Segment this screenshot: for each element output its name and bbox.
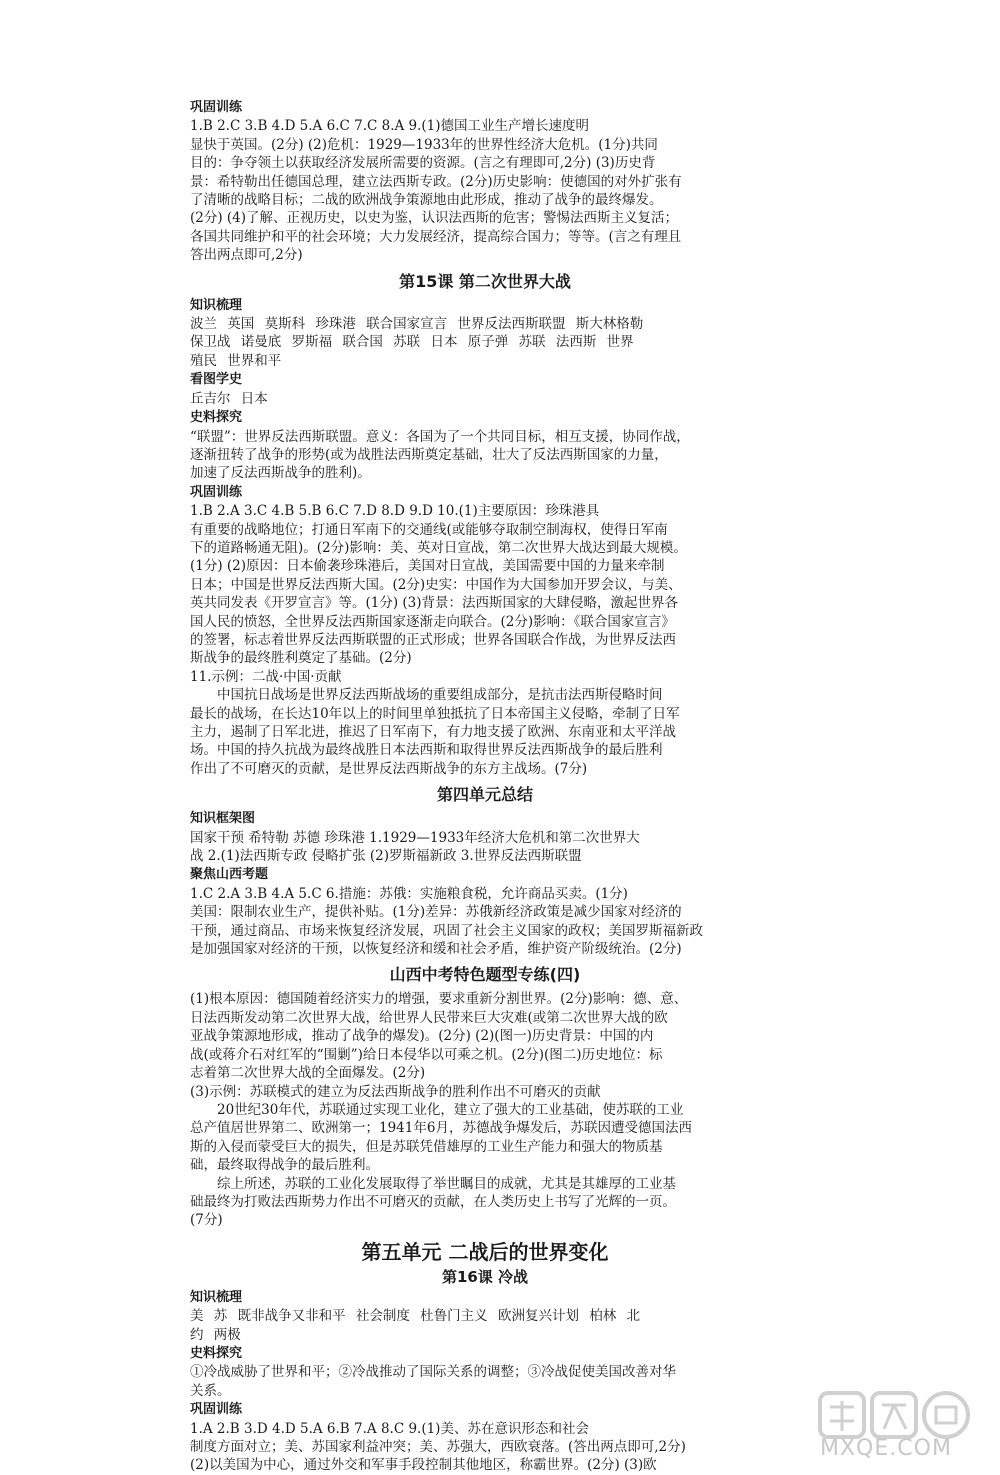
section-heading-shiliao: 史料探究 [190, 1345, 243, 1361]
unit-summary-title: 第四单元总结 [436, 785, 533, 805]
lesson-title: 第15课 第二次世界大战 [399, 271, 571, 291]
text-line: 1.B 2.C 3.B 4.D 5.A 6.C 7.C 8.A 9.(1)德国工业生产增长速度明 [190, 118, 590, 135]
text-line: 战 2.(1)法西斯专政 侵略扩张 (2)罗斯福新政 3.世界反法西斯联盟 [190, 848, 582, 865]
text-line: 是加强国家对经济的干预，以恢复经济和缓和社会矛盾，维护资产阶级统治。(2分) [190, 941, 682, 958]
text-line: (2分) (4)了解、正视历史，以史为鉴，认识法西斯的危害；警惕法西斯主义复活； [190, 210, 679, 227]
text-line: 逐渐扭转了战争的形势(或为战胜法西斯奠定基础，壮大了反法西斯国家的力量， [190, 446, 668, 463]
text-line: 总产值居世界第二、欧洲第一；1941年6月，苏德战争爆发后，苏联因遭受德国法西 [190, 1120, 692, 1137]
text-line: 斯战争的最终胜利奠定了基础。(2分) [190, 650, 412, 667]
text-line: 1.C 2.A 3.B 4.A 5.C 6.措施：苏俄：实施粮食税，允许商品买卖。(1分) [190, 885, 628, 902]
text-line: 最长的战场，在长达10年以上的时间里单独抵抗了日本帝国主义侵略，牵制了日军 [190, 705, 680, 722]
text-line: 下的道路畅通无阻)。(2分)影响：美、英对日宣战，第二次世界大战达到最大规模。 [190, 539, 687, 556]
section-heading-shiliao: 史料探究 [190, 410, 243, 426]
text-line: 的签署，标志着世界反法西斯联盟的正式形成；世界各国联合作战，为世界反法西 [190, 631, 676, 648]
gonggu-answers [190, 117, 780, 264]
text-line: 制度方面对立；美、苏国家利益冲突；美、苏强大，西欧衰落。(答出两点即可,2分) [190, 1439, 686, 1455]
text-line: 保卫战 诺曼底 罗斯福 联合国 苏联 日本 原子弹 苏联 法西斯 世界 [190, 334, 634, 351]
text-line: 主力，遏制了日军北进，推迟了日军南下，有力地支援了欧洲、东南亚和太平洋战 [190, 724, 676, 740]
text-line: 关系。 [190, 1382, 231, 1399]
section-heading-gonggu: 巩固训练 [190, 100, 243, 115]
text-line: 础最终为打败法西斯势力作出不可磨灭的贡献，在人类历史上书写了光辉的一页。 [190, 1193, 676, 1210]
text-line: ①冷战威胁了世界和平；②冷战推动了国际关系的调整；③冷战促使美国改善对华 [190, 1364, 676, 1381]
text-line: 综上所述，苏联的工业化发展取得了举世瞩目的成就，尤其是其雄厚的工业基 [217, 1175, 676, 1192]
text-line: 1.B 2.A 3.C 4.B 5.B 6.C 7.D 8.D 9.D 10.(1)主要原因：珍珠港具 [190, 503, 600, 520]
special-practice-title: 山西中考特色题型专练(四) [389, 965, 581, 985]
text-line: 作出了不可磨灭的贡献，是世界反法西斯战争的东方主战场。(7分) [190, 760, 588, 777]
section-heading-gonggu: 巩固训练 [190, 484, 243, 500]
section-heading-gonggu: 巩固训练 [190, 1402, 243, 1418]
text-line: 景：希特勒出任德国总理，建立法西斯专政。(2分)历史影响：使德国的对外扩张有 [190, 173, 682, 190]
text-line: 有重要的战略地位；打通日军南下的交通线(或能够夺取制空制海权，使得日军南 [190, 521, 668, 538]
text-line: (7分) [190, 1212, 223, 1229]
unit-title: 第五单元 二战后的世界变化 [361, 1239, 609, 1264]
lesson-title: 第16课 冷战 [441, 1267, 529, 1286]
text-line: 目的：争夺领土以获取经济发展所需要的资源。(言之有理即可,2分) (3)历史背 [190, 155, 656, 172]
text-line: (3)示例：苏联模式的建立为反法西斯战争的胜利作出不可磨灭的贡献 [190, 1083, 601, 1100]
section-heading-kantu: 看图学史 [190, 372, 243, 388]
text-line: 约 两极 [190, 1326, 241, 1343]
text-line: (1)根本原因：德国随着经济实力的增强，要求重新分割世界。(2分)影响：德、意、 [190, 991, 688, 1008]
text-line: 美国：限制农业生产，提供补贴。(1分)差异：苏俄新经济政策是减少国家对经济的 [190, 904, 682, 921]
text-line: (2)以美国为中心，通过外交和军事手段控制其他地区，称霸世界。(2分) (3)欧 [190, 1457, 657, 1474]
text-line: 英共同发表《开罗宣言》等。(1分) (3)背景：法西斯国家的大肆侵略，激起世界各 [190, 595, 679, 612]
text-line: 中国抗日战场是世界反法西斯战场的重要组成部分，是抗击法西斯侵略时间 [217, 687, 663, 704]
watermark-logo [800, 1385, 990, 1465]
text-line: 了清晰的战略目标；二战的欧洲战争策源地由此形成，推动了战争的最终爆发。 [190, 192, 663, 209]
text-line: 础，最终取得战争的最后胜利。 [190, 1157, 379, 1174]
text-line: “联盟”：世界反法西斯联盟。意义：各国为了一个共同目标，相互支援，协同作战， [190, 428, 690, 445]
text-line: (1分) (2)原因：日本偷袭珍珠港后，美国对日宣战，美国需要中国的力量来牵制 [190, 558, 665, 575]
text-line: 波兰 英国 莫斯科 珍珠港 联合国家宣言 世界反法西斯联盟 斯大林格勒 [190, 316, 644, 333]
answer-page [190, 98, 780, 1475]
text-line: 丘吉尔 日本 [190, 390, 268, 407]
section-heading-zhishi: 知识梳理 [190, 1289, 243, 1305]
text-line: 日本；中国是世界反法西斯大国。(2分)史实：中国作为大国参加开罗会议，与美、 [190, 576, 682, 593]
text-line: 斯的入侵而蒙受巨大的损失，但是苏联凭借雄厚的工业生产能力和强大的物质基 [190, 1138, 663, 1155]
text-line: 1.A 2.B 3.D 4.D 5.A 6.B 7.A 8.C 9.(1)美、苏在意识形态和社会 [190, 1420, 589, 1437]
watermark-text: MXQE.COM [820, 1436, 952, 1461]
text-line: 美 苏 既非战争又非和平 社会制度 杜鲁门主义 欧洲复兴计划 柏林 北 [190, 1308, 641, 1325]
text-line: 志着第二次世界大战的全面爆发。(2分) [190, 1065, 426, 1082]
question-11-label: 11.示例：二战·中国·贡献 [190, 668, 342, 685]
text-line: 国人民的愤怒，全世界反法西斯国家逐渐走向联合。(2分)影响：《联合国家宣言》 [190, 613, 675, 630]
text-line: 显快于英国。(2分) (2)危机：1929—1933年的世界性经济大危机。(1分)共同 [190, 136, 658, 153]
section-heading-zhishi: 知识梳理 [190, 297, 243, 313]
section-heading-jujiao: 聚焦山西考题 [190, 867, 269, 883]
text-line: 战(或蒋介石对红军的“围剿”)给日本侵华以可乘之机。(2分)(图二)历史地位：标 [190, 1046, 663, 1063]
text-line: 干预，通过商品、市场来恢复经济发展，巩固了社会主义国家的政权；美国罗斯福新政 [190, 922, 703, 939]
text-line: 国家干预 希特勒 苏德 珍珠港 1.1929—1933年经济大危机和第二次世界大 [190, 829, 640, 846]
text-line: 殖民 世界和平 [190, 352, 282, 369]
text-line: 场。中国的持久抗战为最终战胜日本法西斯和取得世界反法西斯战争的最后胜利 [190, 742, 663, 759]
text-line: 答出两点即可,2分) [190, 247, 303, 264]
text-line: 加速了反法西斯战争的胜利)。 [190, 465, 371, 482]
section-heading-kuangjia: 知识框架图 [190, 811, 256, 827]
text-line: 各国共同维护和平的社会环境；大力发展经济，提高综合国力；等等。(言之有理且 [190, 228, 682, 245]
text-line: 日法西斯发动第二次世界大战，给世界人民带来巨大灾难(或第二次世界大战的欧 [190, 1009, 668, 1026]
text-line: 20世纪30年代，苏联通过实现工业化，建立了强大的工业基础，使苏联的工业 [217, 1101, 684, 1118]
text-line: 亚战争策源地形成，推动了战争的爆发)。(2分) (2)(图一)历史背景：中国的内 [190, 1028, 654, 1045]
